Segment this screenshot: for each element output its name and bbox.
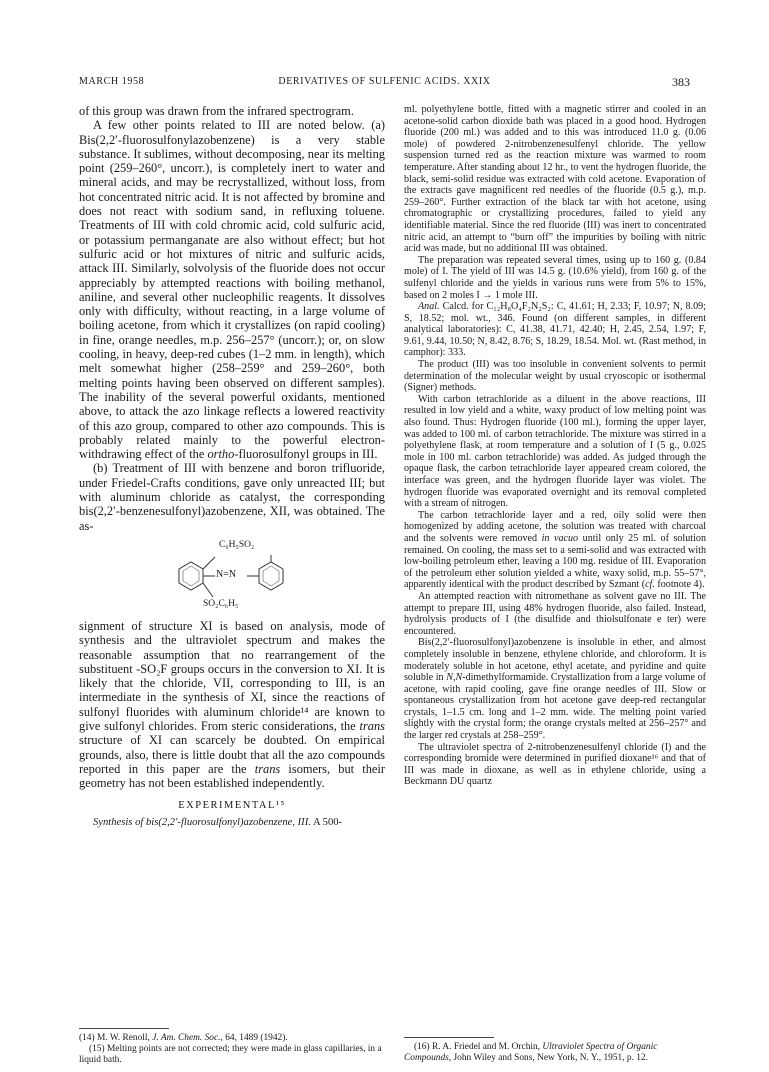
left-column bbox=[79, 104, 385, 830]
paragraph: A few other points related to III are noted below. (a) Bis(2,2′-fluorosulfonylazobenzene) is a very stable substance. It sublimes, without decomposing, near its melting point (259–260°, uncorr.), is completely inert to water and mineral acids, and may be recrystallized, without loss, from hot concentrated nitric acid. It is not affected by bromine and does not react with sodium sand, in refluxing toluene. Treatments of III with cold chromic acid, cold sulfuric acid, or potassium permanganate are also without effect; but hot sulfuric acid or hot mixtures of nitric and sulfuric acids, attack III. Similarly, solvolysis of the fluoride does not occur appreciably by attempted reactions with boiling methanol, aniline, and several other nucleophilic reagents. It dissolves only with difficulty, without reacting, in a large volume of boiling acetone, from which it crystallizes (on rapid cooling) in fine, orange needles, m.p. 256–257° (uncorr.); or, on slow cooling, in heavy, deep-red cubes (1–2 mm. in length), which melt somewhat higher (258–259° and 259–260°, both melting points having been observed on different samples). The inability of the several powerful oxidants, mentioned above, to attack the azo linkage reflects a lowered reactivity of this azo group, compared to other azo compounds. This is probably related mainly to the powerful electron-withdrawing effect of the ortho-fluorosulfonyl groups in III. bbox=[79, 118, 385, 462]
paragraph: The product (III) was too insoluble in convenient solvents to permit determination of the molecular weight by usual cryoscopic or isothermal (Signer) methods. bbox=[404, 359, 706, 394]
footnote-divider bbox=[404, 1037, 494, 1038]
running-head bbox=[79, 76, 690, 90]
synthesis-subheading: Synthesis of bis(2,2′-fluorosulfonyl)azobenzene, III. A 500- bbox=[93, 817, 343, 829]
left-footnotes bbox=[79, 1022, 385, 1066]
footnote-14: (14) M. W. Renoll, J. Am. Chem. Soc., 64, 1489 (1942). bbox=[79, 1033, 288, 1043]
paragraph: Bis(2,2′-fluorosulfonyl)azobenzene is insoluble in ether, and almost completely insoluble in benzene, ethylene chloride, and chloroform. It is moderately soluble in hot acetone, ethyl acetate, and pyridine and quite soluble in N,N-dimethylformamide. Crystallization from a large volume of acetone, with rapid cooling, gave fine orange needles of III. Slow or spontaneous crystallization from hot acetone gave deep-red rectangular crystals, 1–1.5 cm. long and 1–2 mm. wide. The melting point varied slightly with the crystal form; the orange crystals melted at 256–257° and the larger red crystals at 258–259°. bbox=[404, 637, 706, 742]
paragraph: (b) Treatment of III with benzene and boron trifluoride, under Friedel-Crafts conditions, gave only unreacted III; but with aluminum chloride as catalyst, the corresponding bis(2,2′-benzenesulfonyl)azobenzene, XII, was obtained. The as- bbox=[79, 461, 385, 533]
section-heading-experimental: EXPERIMENTAL¹⁵ bbox=[178, 800, 286, 812]
structure-bottom-label: SO₂C₆H₅ bbox=[203, 598, 239, 609]
page-number: 383 bbox=[672, 75, 690, 89]
structure-azo-label: N=N bbox=[216, 568, 237, 580]
right-footnotes bbox=[404, 1031, 706, 1064]
paragraph: ml. polyethylene bottle, fitted with a magnetic stirrer and cooled in an acetone-solid carbon dioxide bath was placed in a good hood. Hydrogen fluoride (200 ml.) was added and to this was introduced 11.0 g. (0.06 mole) of powdered 2-nitrobenzenesulfenyl chloride. The yellow suspension turned red as the reaction mixture was warmed to room temperature. After standing about 12 hr., to vent the hydrogen fluoride, the black, semi-solid residue was extracted with cold acetone. Evaporation of the extracts gave magnificent red needles of the fluoride (0.5 g.), m.p. 259–260°. Further extraction of the black tar with hot acetone, using chromatographic or crystallizing procedures, failed to yield any identifiable material. Since the red fluoride (III) was inert to concentrated nitric acid, an attempt to “burn off” the impurities by boiling with nitric acid was made, but no additional III was obtained. bbox=[404, 104, 706, 255]
header-title: DERIVATIVES OF SULFENIC ACIDS. XXIX bbox=[278, 76, 491, 87]
paragraph: of this group was drawn from the infrared spectrogram. bbox=[79, 104, 354, 118]
paragraph: The carbon tetrachloride layer and a red, oily solid were then homogenized by adding acetone, the solution was treated with charcoal and the solvents were removed in vacuo until only 25 ml. of solution remained. On cooling, the mass set to a semi-solid and was extracted with low-boiling petroleum ether, leaving a 100 mg. residue of III. Evaporation of the petroleum ether solution yielded a white, waxy solid, m.p. 55–57°, apparently identical with the product described by Szmant (cf. footnote 4). bbox=[404, 509, 706, 591]
chemical-structure-xii bbox=[79, 535, 385, 617]
footnote-16: (16) R. A. Friedel and M. Orchin, Ultraviolet Spectra of Organic Compounds, John Wiley and Sons, New York, N. Y., 1951, p. 12. bbox=[404, 1042, 658, 1063]
footnote-divider bbox=[79, 1028, 169, 1029]
paragraph: An attempted reaction with nitromethane as solvent gave no III. The attempt to prepare III, using 48% hydrogen fluoride, also failed. Instead, hydrolysis products of I (the disulfide and thiolsulfonate e ter) were encountered. bbox=[404, 590, 706, 637]
right-column bbox=[404, 104, 706, 788]
paragraph: With carbon tetrachloride as a diluent in the above reactions, III resulted in low yield and a white, waxy product of low melting point was also found. Thus: Hydrogen fluoride (100 ml.), forming the upper layer, was added to 100 ml. of carbon tetrachloride. The mixture was stirred in a polyethylene flask, at room temperature and a solution of I (5 g., 0.025 mole in 100 ml. carbon tetrachloride) was added. As judged through the opaque flask, the carbon tetrachloride layer appeared cream colored, the interface was green, and the hydrogen fluoride layer was violet. The hydrogen fluoride was evaporated overnight and its removal completed with a stream of nitrogen. bbox=[404, 393, 706, 510]
paragraph: The ultraviolet spectra of 2-nitrobenzenesulfenyl chloride (I) and the corresponding bromide were determined in purified dioxane¹⁶ and that of III was made in dioxane, as well as in ethylene chloride, using a Beckmann DU quartz bbox=[404, 741, 706, 788]
paragraph: signment of structure XI is based on analysis, mode of synthesis and the ultraviolet spectrum and makes the reasonable assumption that no rearrangement of the substituent -SO₂F groups occurs in the conversion to XI. It is likely that the chloride, VII, corresponding to III, is an intermediate in the synthesis of XI, since the reactions of sulfonyl fluorides with aluminum chloride¹⁴ are known to give sulfonyl chlorides. From steric considerations, the trans structure of XI can scarcely be doubted. On empirical grounds, also, there is little doubt that all the azo compounds reported in this paper are the trans isomers, but their geometry has not been established independently. bbox=[79, 618, 385, 791]
header-date: MARCH 1958 bbox=[79, 76, 145, 87]
paragraph-analysis: Anal. Calcd. for C₁₂H₈O₄F₂N₂S₂: C, 41.61; H, 2.33; F, 10.97; N, 8.09; S, 18.52; mol. wt., 346. Found (on different samples, in different analytical laboratories): C, 41.38, 41.71, 42.40; H, 2.45, 2.54, 1.97; F, 9.61, 9.44, 10.50; N, 8.42, 8.76; S, 18.29, 18.54. Mol. wt. (Rast method, in camphor): 333. bbox=[404, 301, 706, 359]
paragraph: The preparation was repeated several times, using up to 160 g. (0.84 mole) of I. The yield of III was 14.5 g. (10.6% yield), from 160 g. of the sulfenyl chloride and the yields in various runs were from 5% to 15%, based on 2 moles I → 1 mole III. bbox=[404, 254, 706, 301]
footnote-15: (15) Melting points are not corrected; they were made in glass capillaries, in a liquid bath. bbox=[79, 1044, 382, 1065]
structure-top-label: C₆H₅SO₂ bbox=[219, 539, 255, 550]
